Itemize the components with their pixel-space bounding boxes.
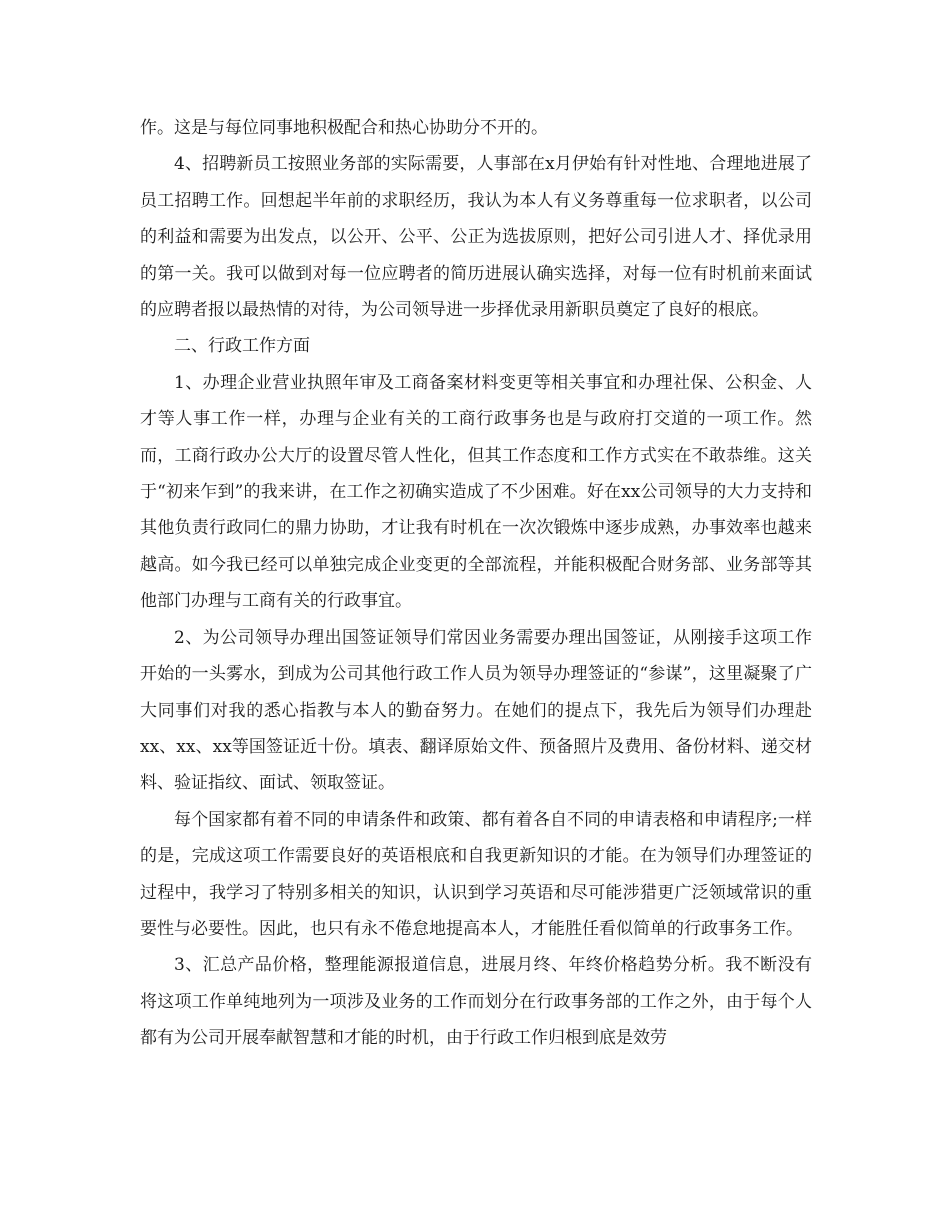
document-body	[140, 110, 812, 1057]
paragraph-business-license: 1、办理企业营业执照年审及工商备案材料变更等相关事宜和办理社保、公积金、人才等人事工作一样，办理与企业有关的工商行政事务也是与政府打交道的一项工作。然而，工商行政办公大厅的设置尽管人性化，但其工作态度和工作方式实在不敢恭维。这关于“初来乍到”的我来讲，在工作之初确实造成了不少困难。好在xx公司领导的大力支持和其他负责行政同仁的鼎力协助，才让我有时机在一次次锻炼中逐步成熟，办事效率也越来越高。如今我已经可以单独完成企业变更的全部流程，并能积极配合财务部、业务部等其他部门办理与工商有关的行政事宜。	[140, 372, 812, 612]
paragraph-visa-requirements: 每个国家都有着不同的申请条件和政策、都有着各自不同的申请表格和申请程序;一样的是，完成这项工作需要良好的英语根底和自我更新知识的才能。在为领导们办理签证的过程中，我学习了特别多相关的知识，认识到学习英语和尽可能涉猎更广泛领域常识的重要性与必要性。因此，也只有永不倦怠地提高本人，才能胜任看似简单的行政事务工作。	[140, 809, 812, 939]
paragraph-recruitment: 4、招聘新员工按照业务部的实际需要，人事部在x月伊始有针对性地、合理地进展了员工招聘工作。回想起半年前的求职经历，我认为本人有义务尊重每一位求职者，以公司的利益和需要为出发点，以公开、公平、公正为选拔原则，把好公司引进人才、择优录用的第一关。我可以做到对每一位应聘者的简历进展认确实选择，对每一位有时机前来面试的应聘者报以最热情的对待，为公司领导进一步择优录用新职员奠定了良好的根底。	[140, 154, 812, 321]
paragraph-price-summary: 3、汇总产品价格，整理能源报道信息，进展月终、年终价格趋势分析。我不断没有将这项工作单纯地列为一项涉及业务的工作而划分在行政事务部的工作之外，由于每个人都有为公司开展奉献智慧和才能的时机，由于行政工作归根到底是效劳	[140, 955, 812, 1049]
paragraph-continuation: 作。这是与每位同事地积极配合和热心协助分不开的。	[140, 118, 548, 138]
paragraph-visa: 2、为公司领导办理出国签证领导们常因业务需要办理出国签证，从刚接手这项工作开始的一头雾水，到成为公司其他行政工作人员为领导办理签证的“参谋”，这里凝聚了广大同事们对我的悉心指教与本人的勤奋努力。在她们的提点下，我先后为领导们办理赴xx、xx、xx等国签证近十份。填表、翻译原始文件、预备照片及费用、备份材料、递交材料、验证指纹、面试、领取签证。	[140, 627, 812, 794]
section-heading-administration: 二、行政工作方面	[174, 336, 310, 357]
